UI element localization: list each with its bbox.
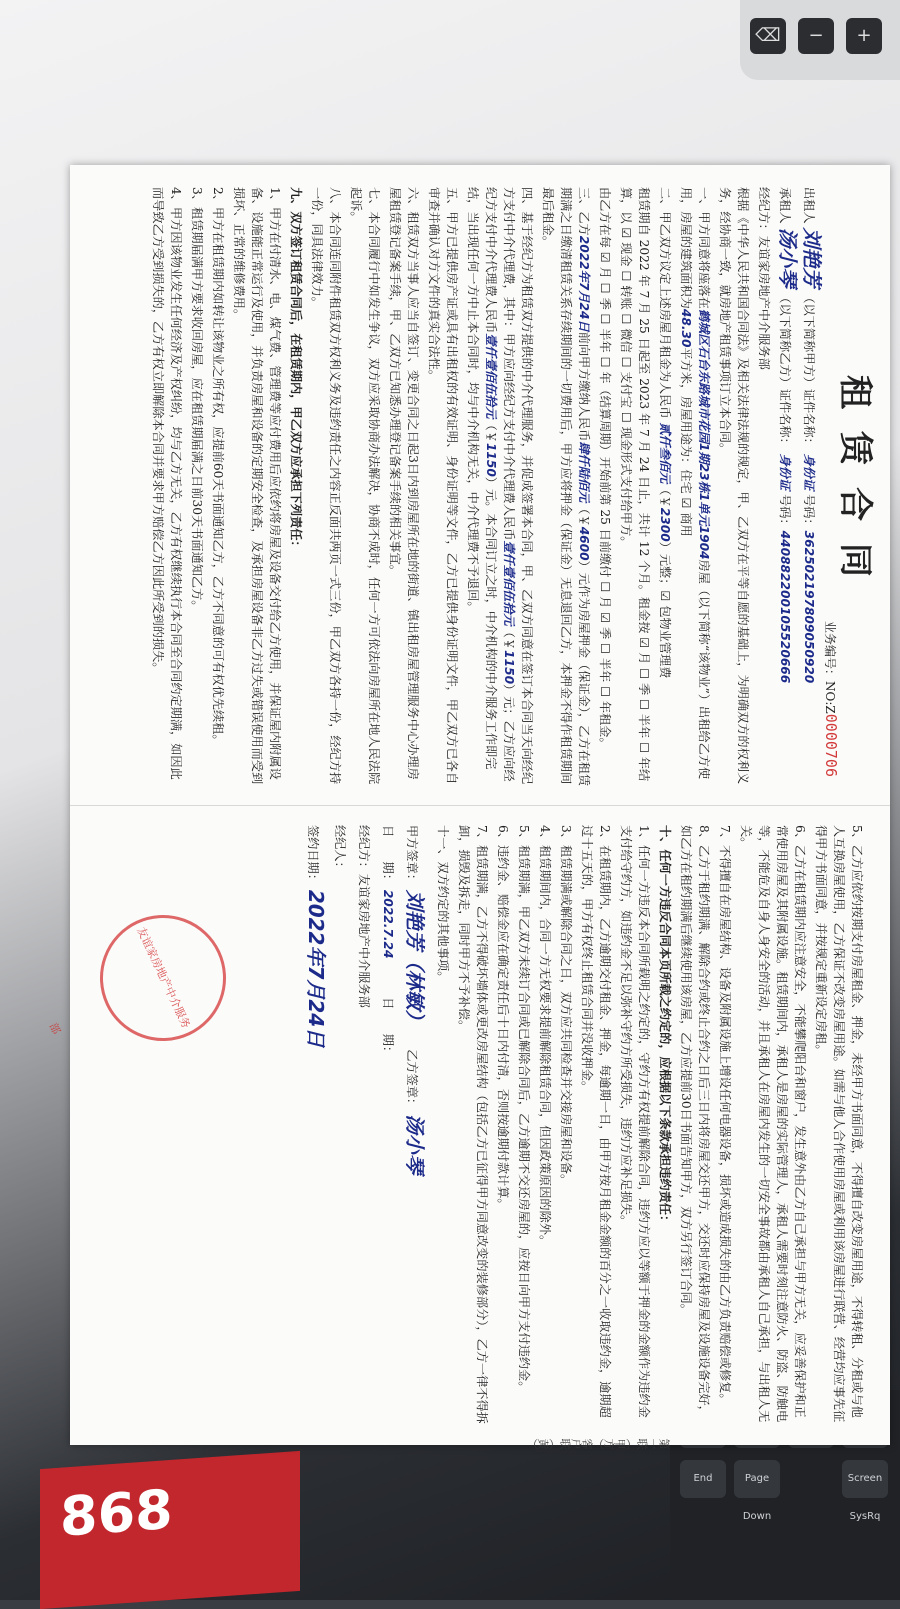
clause-9-7: 7、不得擅自在房屋结构、设备及附属设施上增设任何电器设备，损坏或造成损失的由乙方负责赔偿或修复。 (718, 825, 732, 1406)
clause-3: 三、乙方2022年7月24日前向甲方缴纳人民币肆仟陆佰元（￥4600）元作为房屋押金（保证金），乙方在租赁期满之日缴清租赁关系存续期间的一切费用后，甲方应将押金（保证金）无息退回乙方，本押金不得作租赁期间最后租金。 (541, 187, 591, 787)
paper-fold (70, 805, 890, 806)
signature-block (304, 825, 427, 1425)
clause-9-5: 5、乙方应依约按期支付房屋租金、押金，未经甲方书面同意，不得擅自改变房屋用途，不得转租、分租或与他人互换房屋使用，乙方保证不改变房屋用途。如需与他人合作使用房屋或利用该房屋进行联营、经营均应事先征得甲方书面同意，并按规定重新设定房租。 (814, 825, 864, 1423)
clause-7: 七、本合同履行中如发生争议，双方应采取协商办法解决，协商不成时，任何一方可依法向房屋所在地人民法院起诉。 (349, 187, 381, 785)
red-sign-text: 868 (60, 1477, 173, 1549)
business-number: 业务编号：NO:Z0000706 (822, 621, 840, 777)
lease-contract-paper (46, 165, 890, 1450)
clause-9: 九、双方签订租赁合同后，在租赁期内，甲乙双方应承担下列责任： (289, 187, 303, 553)
contract-right-column (46, 825, 866, 1425)
sign-agent-person: 经纪人： (333, 825, 347, 874)
sign-date: 签约日期： 2022年7月24日 (304, 825, 328, 1048)
contract-title: 租赁合同 (835, 375, 875, 599)
clause-11: 十一、双方约定的其他事项。 (436, 825, 450, 984)
clause-9-2: 2、甲方在租赁期内如转让该物业之所有权，应提前60天书面通知乙方，乙方不同意的可有权优先续租。 (211, 187, 225, 747)
intro: 根据《中华人民共和国合同法》及相关法律法规的规定，甲、乙双方在平等自愿的基础上，为明确双方的权利义务，经协商一致，就房地产租赁事项订立本合同。 (718, 187, 750, 785)
clause-5: 五、甲方已提供房产证或具有出租权的有效证明、身份证明等文件，乙方已提供身份证明文件，甲乙双方已各自审查并确认对方文件的真实合法性。 (427, 187, 459, 785)
clause-9-4: 4、甲方因该物业发生任何经济及产权纠纷，均与乙方无关，乙方有权继续执行本合同至合同约定期满，如因此而导致乙方受到损失的，乙方有权立即解除本合同并要求甲方赔偿乙方因此所受到的损失。 (151, 187, 183, 780)
clause-10-2: 2、在租赁期内，乙方逾期交付租金、押金，每逾期一日，由甲方按月租金金额的百分之一收取违约金，逾期超过十五天的，甲方有权终止租赁合同并没收押金。 (580, 825, 612, 1418)
keypad-key: + (846, 18, 882, 54)
clause-10-3: 3、租赁期满或解除合同之日，双方应共同检查并交接房屋和设备。 (559, 825, 573, 1187)
clause-9-1: 1、甲方在付清水、电、煤气费、管理费等应付费用后应依约将房屋及设备交付给乙方使用，并保证屋内附属设备、设施能正常运行及使用，并负责房屋和设备的定期安全检查，及承担房屋设备非乙方过失或错误使用而受到损坏、正常的维修费用。 (232, 187, 282, 785)
party-a: 出租人 刘艳芳 （以下简称甲方）证件名称： 身份证 号码：362502197809050920 (800, 187, 824, 684)
clause-4: 四、基于经纪方为租赁双方提供的中介代理服务，并促成签署本合同，甲、乙双方同意在签订本合同当天向经纪方支付中介代理费，其中：甲方应向经纪方支付中介代理费人民币壹仟壹佰伍拾元（￥1150）元；乙方应向经纪方支付中介代理费人民币壹仟壹佰伍拾元（￥1150）元。本合同订立之时，中介机构的中介服务工作即完结，当出现任何一方中止本合同时，均与中介机构无关，中介代理费不予退回。 (466, 187, 534, 785)
sign-party-a: 甲方签章： 刘艳芳（林敏） 乙方签章： 汤小琴 (403, 825, 427, 1174)
key-end: End (680, 1460, 726, 1498)
company-seal: 友谊家房地产中介服务部 (79, 894, 246, 1061)
keypad-key: − (798, 18, 834, 54)
clause-10-1: 1、任何一方违反本合同所载明之约定的，守约方有权提前解除合同，违约方应以等额于押金的金额作为违约金支付给守约方，如违约金不足以弥补守约方所受损失，违约方应补足损失。 (619, 825, 651, 1418)
clause-10-6: 6、违约金、赔偿金应在确定责任后十日内付清，否则按逾期付款计算。 (496, 825, 510, 1211)
sign-agent: 经纪方：友谊家房地产中介服务部 (357, 825, 371, 1008)
calculator-keypad (740, 0, 900, 80)
clause-10-5: 5、租赁期满，甲乙双方未续订合同或已解除合同后，乙方逾期不交还房屋的，应按日向甲方支付违约金。 (517, 825, 531, 1394)
clause-10-7: 7、租赁期满，乙方不得破坏墙体或更改房屋结构（包括乙方已征得甲方同意改变的装修部分），乙方一律不得拆卸，损毁及拆走，同时甲方不予补偿。 (457, 825, 489, 1424)
contract-left-column (146, 187, 875, 787)
clause-2-term: 租赁期自 2022 年 7 月 25 日起至 2023 年 7 月 24 日止，共计 12 个月。租金按 ☑ 月 ☐ 季 ☐ 半年 ☐ 年结算，以 ☑ 现金 ☐ 转账 ☐ 微信 ☐ 支付宝 ☐ 现金形式支付给甲方。 (619, 187, 651, 782)
clause-2-pay: 由乙方在每 ☑ 月 ☐ 季 ☐ 半年 ☐ 年（结算周期）开始前第 25 日前缴付 ☐ 月 ☑ 季 ☐ 半年 ☐ 年租金。 (598, 187, 612, 750)
clause-8: 八、本合同连同附件租赁双方权利义务及违约责任之内容正反面共两页一式三份，甲乙双方各持一份，经纪方持一份，同具法律效力。 (310, 187, 342, 785)
clause-10: 十、任何一方违反合同本页所载之约定的，应根据以下条款承担违约责任： (658, 825, 672, 1228)
side-note: 第一联（甲方）客户联（黄） (527, 1437, 670, 1450)
key-pagedown: Page Down (734, 1460, 780, 1498)
clause-9-3: 3、租赁期届满甲方要求收回房屋，应在租赁期届满之日前30天书面通知乙方。 (190, 187, 204, 613)
clause-6: 六、租赁双方当事人应当自签订、变更合同之日起3日内到房屋所在地的街道、镇出租房屋管理服务中心办理房屋租赁登记备案手续，甲、乙双方已知悉办理登记备案手续的相关事宜。 (388, 187, 420, 780)
key-sysrq: Screen SysRq (842, 1460, 888, 1498)
clause-9-8: 8、乙方于租约期满、解除合约或终止合约之日后三日内将房屋交还甲方，交还时应保持房屋及设施设备完好，如乙方在租约期满后继续使用该房屋，乙方应提前30日书面告知甲方，双方另行签订合同。 (679, 825, 711, 1418)
clause-9-6: 6、乙方在租赁期内应注意安全，不能攀爬阳台和窗户，发生意外由乙方自己承担与甲方无关，应妥善保护和正常使用房屋及其附属设施。租赁期间内，承租人是房屋的实际管理人，承租人需要时刻注意防火、防盗、防触电等，不能危及自身人身安全的活动，并且承租人在房屋内发生的一切安全事故都由承租人自己承担，与出租人无关。 (739, 825, 807, 1423)
clause-1: 一、甲方同意将座落在鹤城区石台东路城市花园1期23栋1单元1904房屋（以下简称“该物业”）出租给乙方使用，房屋的建筑面积为48.30平方米，房屋用途为：住宅 ☑ 商用 (679, 187, 711, 780)
clause-2: 二、甲乙双方议定上述房屋月租金为人民币 贰仟叁佰元（￥2300）元整；☑ 包物业管理费 (658, 187, 672, 679)
sign-dates: 日 期： 2022.7.24 日 期： (381, 825, 395, 1059)
red-sign (40, 1451, 300, 1609)
keypad-key: ⌫ (750, 18, 786, 54)
clause-10-4: 4、租赁期间内，合同一方无权要求提前解除租赁合同，但因政策原因的除外。 (538, 825, 552, 1248)
party-b: 承租人 汤小琴 （以下简称乙方）证件名称： 身份证 号码：440882200105520666 (776, 187, 800, 684)
agent-line: 经纪方：友谊家房地产中介服务部 (757, 187, 771, 370)
